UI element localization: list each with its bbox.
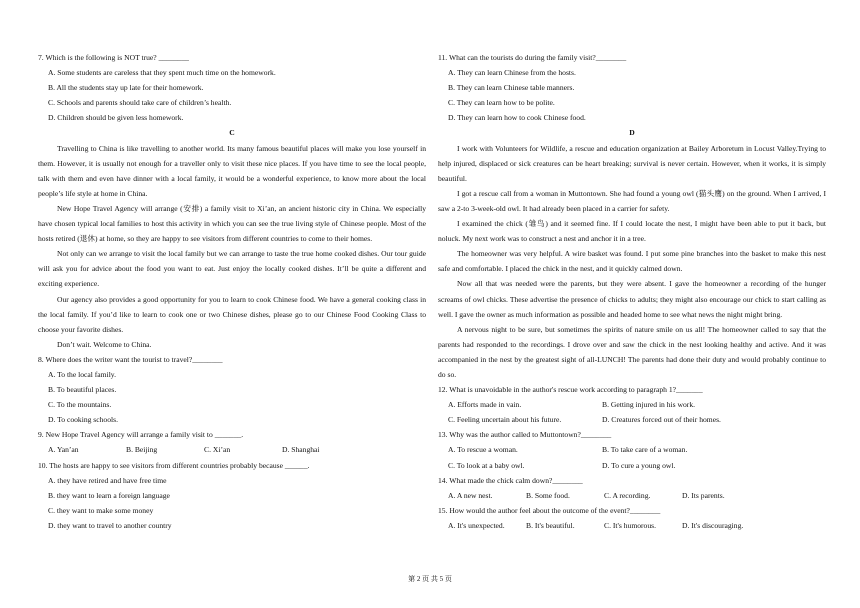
passage-paragraph: Not only can we arrange to visit the local family but we can arrange to taste the true home cooked dishes. Our tour guide will ask you for advice about the food you want to eat. Just enjoy the locally cooked dishes. It’ll be quite a different and exciting experience. xyxy=(38,249,426,289)
option: C. they want to make some money xyxy=(48,505,154,515)
option: C. A recording. xyxy=(604,490,651,500)
option: A. Some students are careless that they spent much time on the homework. xyxy=(48,68,276,78)
passage-paragraph: The homeowner was very helpful. A wire basket was found. I put some pine branches into the basket to make this nest safe and comfortable. I placed the chick in the nest, and it quickly calmed down. xyxy=(438,249,826,274)
option: A. they have retired and have free time xyxy=(48,475,167,485)
option-row xyxy=(438,442,826,457)
option: D. Children should be given less homework. xyxy=(48,113,184,123)
option: B. Getting injured in his work. xyxy=(602,400,696,410)
option: C. To look at a baby owl. xyxy=(448,460,525,470)
option-row xyxy=(438,412,826,427)
option: B. They can learn Chinese table manners. xyxy=(448,83,575,93)
option: D. Creatures forced out of their homes. xyxy=(602,415,721,425)
option-row xyxy=(438,518,826,533)
option: C. Feeling uncertain about his future. xyxy=(448,415,562,425)
question-stem: 13. Why was the author called to Muttontown?________ xyxy=(438,430,612,440)
question-stem: 9. New Hope Travel Agency will arrange a family visit to _______. xyxy=(38,430,244,440)
option: B. To beautiful places. xyxy=(48,385,117,395)
right-column xyxy=(438,50,826,533)
passage-paragraph: Now all that was needed were the parents, but they were absent. I gave the homeowner a recording of the hunger screams of owl chicks. These advertise the presence of chicks to adults; they might also encourage our chick to start calling as well. I gave the owner as much information as possible and headed home to see what news the night might bring. xyxy=(438,279,826,319)
option: D. To cure a young owl. xyxy=(602,460,676,470)
option: A. They can learn Chinese from the hosts. xyxy=(448,68,576,78)
option: A. Efforts made in vain. xyxy=(448,400,522,410)
passage-paragraph: A nervous night to be sure, but sometimes the spirits of nature smile on us all! The homeowner called to say that the parents had responded to the recordings. I drove over and saw the chick in the nest looking healthy and active. And it was accompanied in the nest by the greatest sight of all-LUNCH! The parents had done their duty and would probably continue to do so. xyxy=(438,324,826,379)
option: A. Yan’an xyxy=(48,445,79,455)
question-stem: 12. What is unavoidable in the author's rescue work according to paragraph 1?_______ xyxy=(438,385,703,395)
passage-paragraph: New Hope Travel Agency will arrange (安排) a family visit to Xi’an, an ancient historic city in China. We especially have chosen typical local families to host this activity in which you can see the true living style of Chinese people. Most of the hosts retired (退休) at home, so they are happy to see visitors from different countries to come to their homes. xyxy=(38,203,426,244)
option: D. they want to travel to another country xyxy=(48,520,172,530)
section-heading: D xyxy=(629,128,635,138)
option: D. Shanghai xyxy=(282,445,320,455)
option: A. To the local family. xyxy=(48,369,117,379)
option: B. To take care of a woman. xyxy=(602,445,688,455)
option: B. Some food. xyxy=(526,490,570,500)
question-stem: 14. What made the chick calm down?________ xyxy=(438,475,583,485)
option: C. They can learn how to be polite. xyxy=(448,98,555,108)
option: C. Schools and parents should take care of children’s health. xyxy=(48,98,232,108)
question-stem: 7. Which is the following is NOT true? ________ xyxy=(38,53,189,62)
question-stem: 10. The hosts are happy to see visitors from different countries probably because ______. xyxy=(38,460,310,470)
option-row xyxy=(38,442,426,457)
option: A. It's unexpected. xyxy=(448,520,505,530)
option-row xyxy=(438,488,826,503)
option: C. To the mountains. xyxy=(48,400,112,410)
question-stem: 11. What can the tourists do during the family visit?________ xyxy=(438,53,627,62)
left-column xyxy=(38,50,426,533)
passage-paragraph: I got a rescue call from a woman in Muttontown. She had found a young owl (猫头鹰) on the ground. When I arrived, I saw a 2-to 3-week-old owl. It had already been placed in a carrier for safety. xyxy=(438,188,826,213)
option-row xyxy=(438,397,826,412)
option-row xyxy=(438,458,826,473)
passage-paragraph: I examined the chick (雏鸟) and it seemed fine. If I could locate the nest, I might have been able to put it back, but noluck. My next work was to construct a nest and anchor it in a tree. xyxy=(438,219,826,244)
passage-paragraph: Our agency also provides a good opportunity for you to learn to cook Chinese food. We have a general cooking class in the local family. If you’d like to learn to cook one or two Chinese dishes, please go to our Chinese Food Cooking Class to choose your favorite dishes. xyxy=(38,294,426,334)
option: D. It's discouraging. xyxy=(682,520,744,530)
section-heading: C xyxy=(229,128,235,138)
option: A. A new nest. xyxy=(448,490,493,500)
option: B. All the students stay up late for their homework. xyxy=(48,83,204,93)
passage-paragraph: Travelling to China is like travelling to another world. Its many famous beautiful places will make you lose yourself in them. However, it is usually not enough for a traveller only to visit these nice places. If you have time to see the local people, talk with them and even have dinner with a local family, it would be a wonderful experience, to know more about the local people’s life style at home in China. xyxy=(38,143,426,198)
question-stem: 15. How would the author feel about the outcome of the event?________ xyxy=(438,505,661,515)
option: A. To rescue a woman. xyxy=(448,445,518,455)
option: B. It's beautiful. xyxy=(526,520,575,530)
passage-paragraph: I work with Volunteers for Wildlife, a rescue and education organization at Bailey Arboretum in Locust Valley.Trying to help injured, displaced or sick creatures can be heart breaking; survival is never certain. However, when it works, it is simply beautiful. xyxy=(438,143,826,183)
question-stem: 8. Where does the writer want the tourist to travel?________ xyxy=(38,354,223,364)
option: B. they want to learn a foreign language xyxy=(48,490,170,500)
option: D. To cooking schools. xyxy=(48,415,118,425)
option: B. Beijing xyxy=(126,445,158,455)
passage-paragraph: Don’t wait. Welcome to China. xyxy=(57,339,152,349)
option: C. Xi’an xyxy=(204,445,231,455)
option: D. Its parents. xyxy=(682,490,725,500)
page-number: 第 2 页 共 5 页 xyxy=(408,575,452,583)
option: C. It's humorous. xyxy=(604,520,656,530)
option: D. They can learn how to cook Chinese food. xyxy=(448,113,586,123)
